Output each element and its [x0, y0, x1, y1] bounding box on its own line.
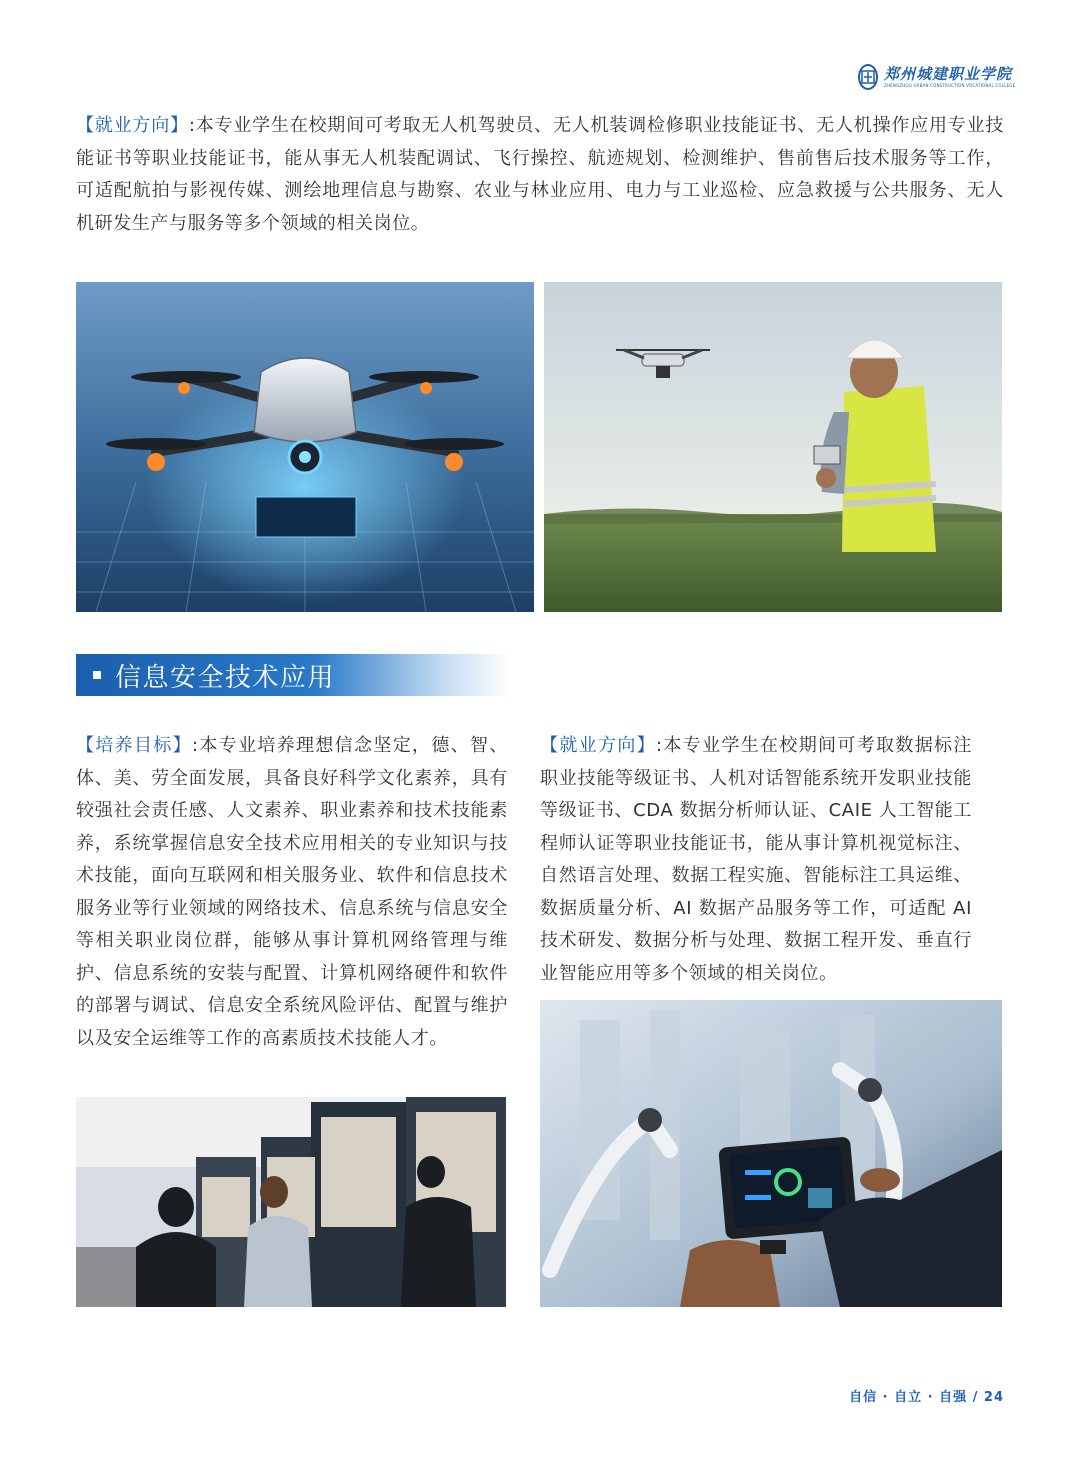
photo-ai-robotics — [540, 1000, 1002, 1307]
photo-network-lab — [76, 1097, 506, 1307]
footer-separator: / — [972, 1390, 979, 1405]
infosec-training-paragraph — [76, 730, 508, 1055]
page-footer — [849, 1386, 1004, 1405]
uav-employment-tag: 【就业方向】 — [76, 115, 189, 136]
section-bullet-icon — [93, 671, 101, 679]
photo-drone-circuit — [76, 282, 534, 612]
school-logo — [858, 62, 1016, 92]
infosec-employment-tag: 【就业方向】 — [540, 735, 656, 756]
uav-employment-text: :本专业学生在校期间可考取无人机驾驶员、无人机装调检修职业技能证书、无人机操作应用专业技能证书等职业技能证书，能从事无人机装配调试、飞行操控、航迹规划、检测维护、售前售后技术服务等工作，可适配航拍与影视传媒、测绘地理信息与勘察、农业与林业应用、电力与工业巡检、应急救援与公共服务、无人机研发生产与服务等多个领域的相关岗位。 — [76, 115, 1004, 234]
infosec-training-tag: 【培养目标】 — [76, 735, 192, 756]
uav-employment-paragraph — [76, 110, 1004, 240]
school-name: 郑州城建职业学院 — [884, 64, 1013, 83]
infosec-training-text: :本专业培养理想信念坚定，德、智、体、美、劳全面发展，具备良好科学文化素养，具有较强社会责任感、人文素养、职业素养和技术技能素养，系统掌握信息安全技术应用相关的专业知识与技术技能，面向互联网和相关服务业、软件和信息技术服务业等行业领域的网络技术、信息系统与信息安全等相关职业岗位群，能够从事计算机网络管理与维护、信息系统的安装与配置、计算机网络硬件和软件的部署与调试、信息安全系统风险评估、配置与维护以及安全运维等工作的高素质技术技能人才。 — [76, 735, 508, 1049]
school-name-en: ZHENGZHOU URBAN CONSTRUCTION VOCATIONAL COLLEGE — [884, 82, 1016, 88]
photo-drone-operator — [544, 282, 1002, 612]
infosec-employment-text: :本专业学生在校期间可考取数据标注职业技能等级证书、人机对话智能系统开发职业技能等级证书、CDA 数据分析师认证、CAIE 人工智能工程师认证等职业技能证书，能从事计算机视觉标注、自然语言处理、数据工程实施、智能标注工具运维、数据质量分析、AI 数据产品服务等工作，可适配 AI 技术研发、数据分析与处理、数据工程开发、垂直行业智能应用等多个领域的相关岗位。 — [540, 735, 972, 984]
infosec-employment-paragraph — [540, 730, 972, 990]
section-title: 信息安全技术应用 — [115, 662, 336, 693]
footer-slogan: 自信 · 自立 · 自强 — [849, 1390, 968, 1405]
section-header-infosec — [76, 654, 510, 696]
page-number: 24 — [983, 1390, 1004, 1405]
school-emblem-icon — [858, 64, 878, 90]
